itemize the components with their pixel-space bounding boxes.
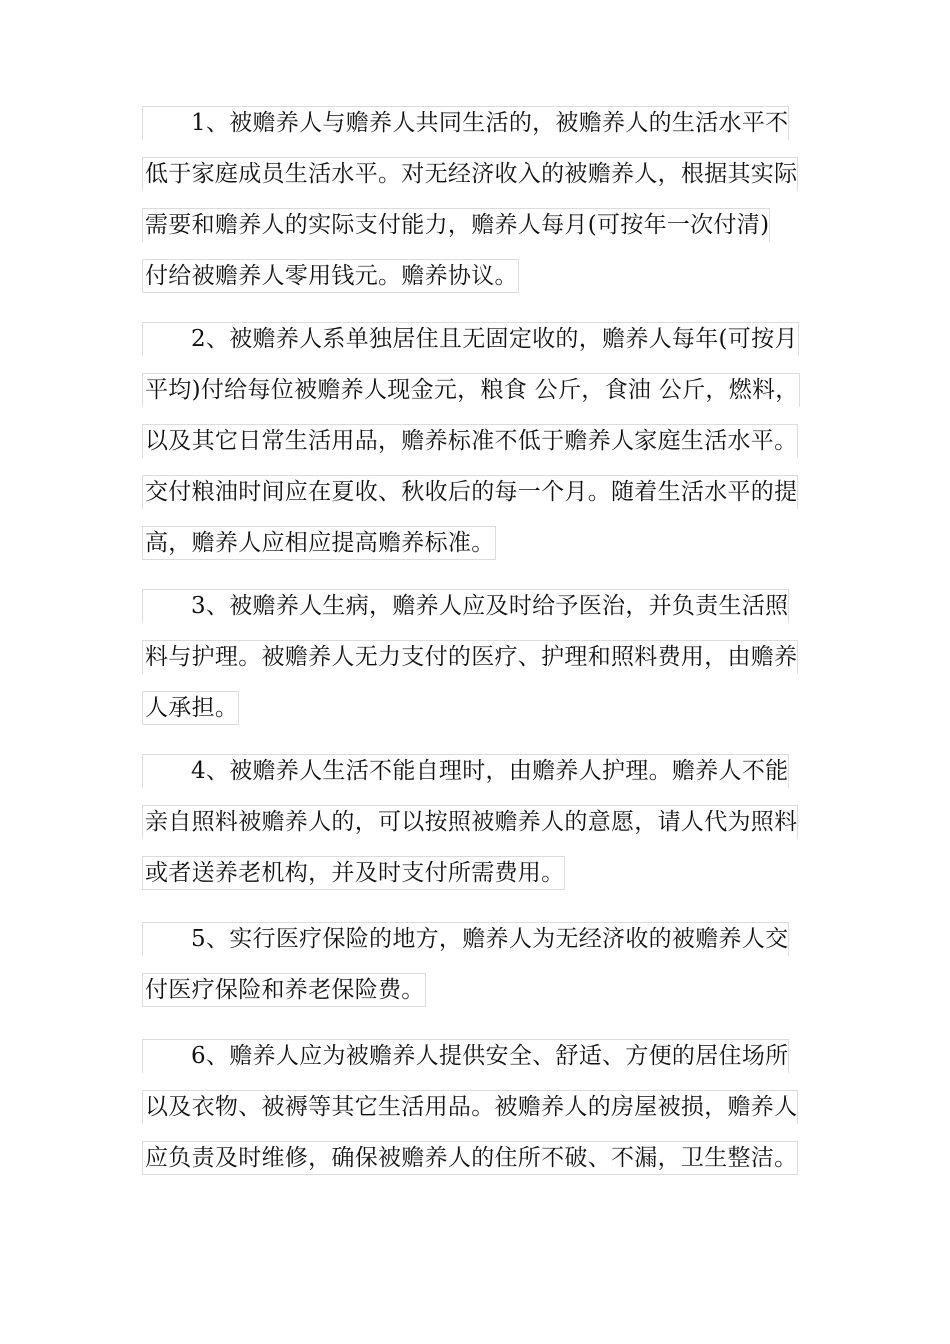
paragraph-line: 5、实行医疗保险的地方，赡养人为无经济收的被赡养人交 (142, 922, 789, 956)
paragraph-2 (142, 322, 822, 560)
paragraph-line: 高，赡养人应相应提高赡养标准。 (142, 526, 496, 560)
paragraph-line: 人承担。 (142, 691, 239, 725)
paragraph-line: 1、被赡养人与赡养人共同生活的，被赡养人的生活水平不 (142, 106, 789, 140)
paragraph-line: 亲自照料被赡养人的，可以按照被赡养人的意愿，请人代为照料 (142, 805, 798, 839)
paragraph-line: 付医疗保险和养老保险费。 (142, 973, 426, 1007)
paragraph-line: 以及其它日常生活用品，赡养标准不低于赡养人家庭生活水平。 (142, 424, 798, 458)
paragraph-line: 4、被赡养人生活不能自理时，由赡养人护理。赡养人不能 (142, 754, 789, 788)
paragraph-line: 以及衣物、被褥等其它生活用品。被赡养人的房屋被损，赡养人 (142, 1090, 798, 1124)
paragraph-line: 料与护理。被赡养人无力支付的医疗、护理和照料费用，由赡养 (142, 640, 798, 674)
paragraph-4 (142, 754, 822, 890)
paragraph-6 (142, 1039, 822, 1175)
paragraph-line: 平均)付给每位被赡养人现金元，粮食 公斤，食油 公斤，燃料， (142, 373, 800, 407)
paragraph-5 (142, 922, 822, 1007)
paragraph-1 (142, 106, 822, 293)
paragraph-line: 低于家庭成员生活水平。对无经济收入的被赡养人，根据其实际 (142, 157, 798, 191)
paragraph-line: 3、被赡养人生病，赡养人应及时给予医治，并负责生活照 (142, 589, 789, 623)
paragraph-line: 或者送养老机构，并及时支付所需费用。 (142, 856, 565, 890)
paragraph-line: 付给被赡养人零用钱元。赡养协议。 (142, 259, 519, 293)
paragraph-3 (142, 589, 822, 725)
paragraph-line: 交付粮油时间应在夏收、秋收后的每一个月。随着生活水平的提 (142, 475, 798, 509)
paragraph-line: 应负责及时维修，确保被赡养人的住所不破、不漏，卫生整洁。 (142, 1141, 798, 1175)
paragraph-line: 需要和赡养人的实际支付能力，赡养人每月(可按年一次付清) (142, 208, 770, 242)
paragraph-line: 6、赡养人应为被赡养人提供安全、舒适、方便的居住场所 (142, 1039, 789, 1073)
paragraph-line: 2、被赡养人系单独居住且无固定收的，赡养人每年(可按月 (142, 322, 799, 356)
